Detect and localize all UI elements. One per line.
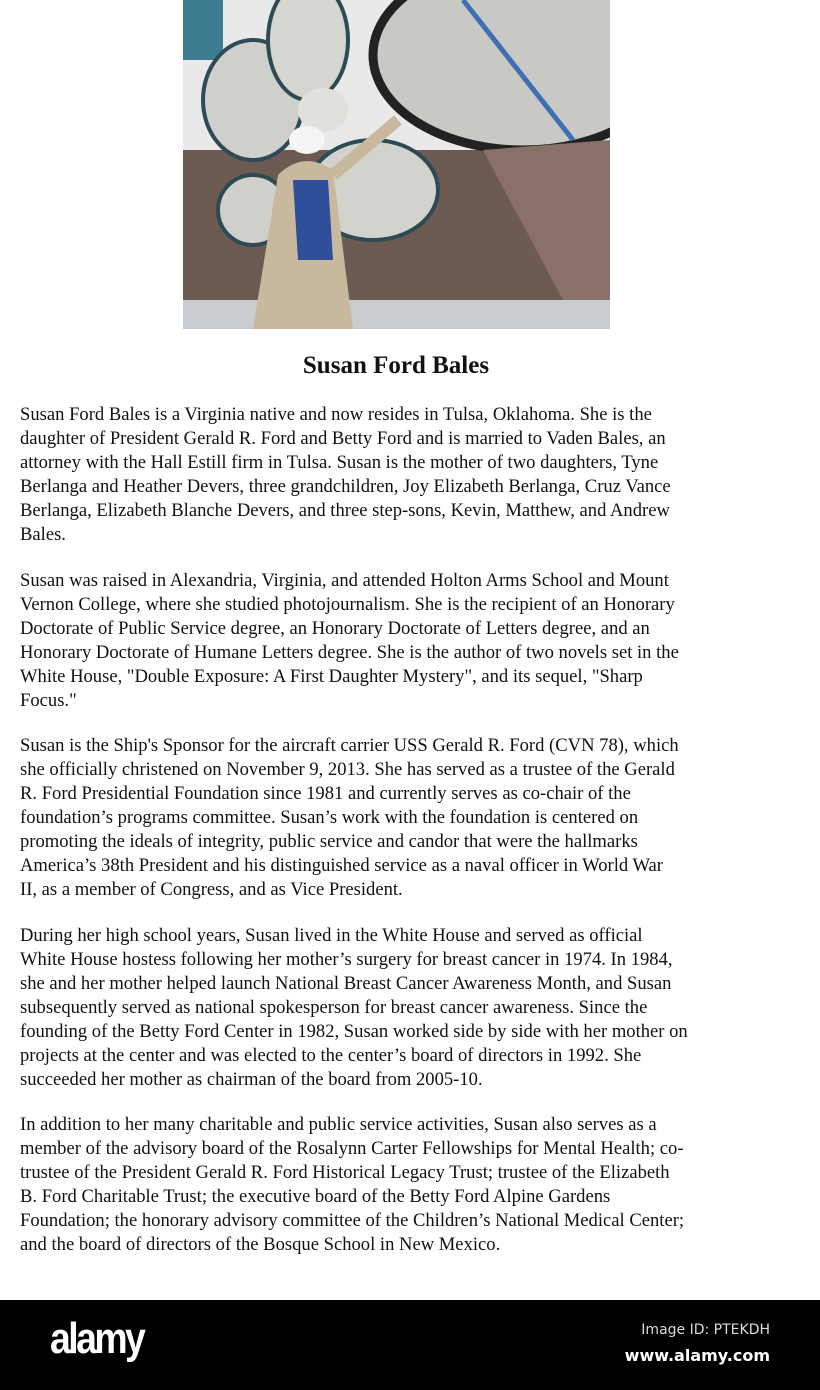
text-line: During her high school years, Susan lived in the White House and served as official — [20, 925, 643, 946]
text-line: Bales. — [20, 524, 66, 545]
text-line: Doctorate of Public Service degree, an Honorary Doctorate of Letters degree, and an — [20, 618, 650, 639]
text-line: daughter of President Gerald R. Ford and Betty Ford and is married to Vaden Bales, an — [20, 428, 666, 449]
text-line: Berlanga, Elizabeth Blanche Devers, and three step-sons, Kevin, Matthew, and Andrew — [20, 500, 670, 521]
text-line: subsequently served as national spokesperson for breast cancer awareness. Since the — [20, 997, 648, 1018]
text-line: II, as a member of Congress, and as Vice President. — [20, 879, 403, 900]
text-line: Susan was raised in Alexandria, Virginia, and attended Holton Arms School and Mount — [20, 570, 669, 591]
bio-paragraph — [20, 734, 810, 902]
bio-paragraph — [20, 924, 810, 1092]
text-line: member of the advisory board of the Rosalynn Carter Fellowships for Mental Health; co- — [20, 1138, 684, 1159]
website-link[interactable]: www.alamy.com — [624, 1346, 770, 1365]
text-line: Foundation; the honorary advisory committee of the Children’s National Medical Center; — [20, 1210, 685, 1231]
text-line: R. Ford Presidential Foundation since 1981 and currently serves as co-chair of the — [20, 783, 631, 804]
text-line: Focus." — [20, 690, 77, 711]
text-line: succeeded her mother as chairman of the board from 2005-10. — [20, 1069, 483, 1090]
image-id: Image ID: PTEKDH — [641, 1322, 770, 1338]
watermark-footer — [0, 1300, 820, 1390]
text-line: America’s 38th President and his distinguished service as a naval officer in World War — [20, 855, 663, 876]
text-line: Susan Ford Bales is a Virginia native and now resides in Tulsa, Oklahoma. She is the — [20, 404, 652, 425]
text-line: White House, "Double Exposure: A First Daughter Mystery", and its sequel, "Sharp — [20, 666, 643, 687]
text-line: she officially christened on November 9, 2013. She has served as a trustee of the Gerald — [20, 759, 675, 780]
text-line: Berlanga and Heather Devers, three grandchildren, Joy Elizabeth Berlanga, Cruz Vance — [20, 476, 671, 497]
text-line: Susan is the Ship's Sponsor for the aircraft carrier USS Gerald R. Ford (CVN 78), which — [20, 735, 679, 756]
text-line: and the board of directors of the Bosque School in New Mexico. — [20, 1234, 501, 1255]
text-line: Honorary Doctorate of Humane Letters degree. She is the author of two novels set in the — [20, 642, 679, 663]
bio-paragraph — [20, 403, 810, 547]
text-line: B. Ford Charitable Trust; the executive board of the Betty Ford Alpine Gardens — [20, 1186, 611, 1207]
photo-susan-ford-bales-propeller — [183, 0, 610, 329]
alamy-logo: alamy — [50, 1314, 144, 1363]
text-line: attorney with the Hall Estill firm in Tulsa. Susan is the mother of two daughters, Tyne — [20, 452, 659, 473]
text-line: trustee of the President Gerald R. Ford Historical Legacy Trust; trustee of the Elizabeth — [20, 1162, 670, 1183]
text-line: foundation’s programs committee. Susan’s work with the foundation is centered on — [20, 807, 639, 828]
page-title: Susan Ford Bales — [302, 352, 490, 379]
text-line: founding of the Betty Ford Center in 1982, Susan worked side by side with her mother on — [20, 1021, 688, 1042]
text-line: she and her mother helped launch National Breast Cancer Awareness Month, and Susan — [20, 973, 672, 994]
text-line: White House hostess following her mother’s surgery for breast cancer in 1974. In 1984, — [20, 949, 673, 970]
text-line: In addition to her many charitable and public service activities, Susan also serves as a — [20, 1114, 657, 1135]
bio-paragraph — [20, 1113, 810, 1257]
text-line: promoting the ideals of integrity, public service and candor that were the hallmarks — [20, 831, 638, 852]
text-line: projects at the center and was elected to the center’s board of directors in 1992. She — [20, 1045, 642, 1066]
bio-paragraph — [20, 569, 810, 713]
text-line: Vernon College, where she studied photojournalism. She is the recipient of an Honorary — [20, 594, 675, 615]
